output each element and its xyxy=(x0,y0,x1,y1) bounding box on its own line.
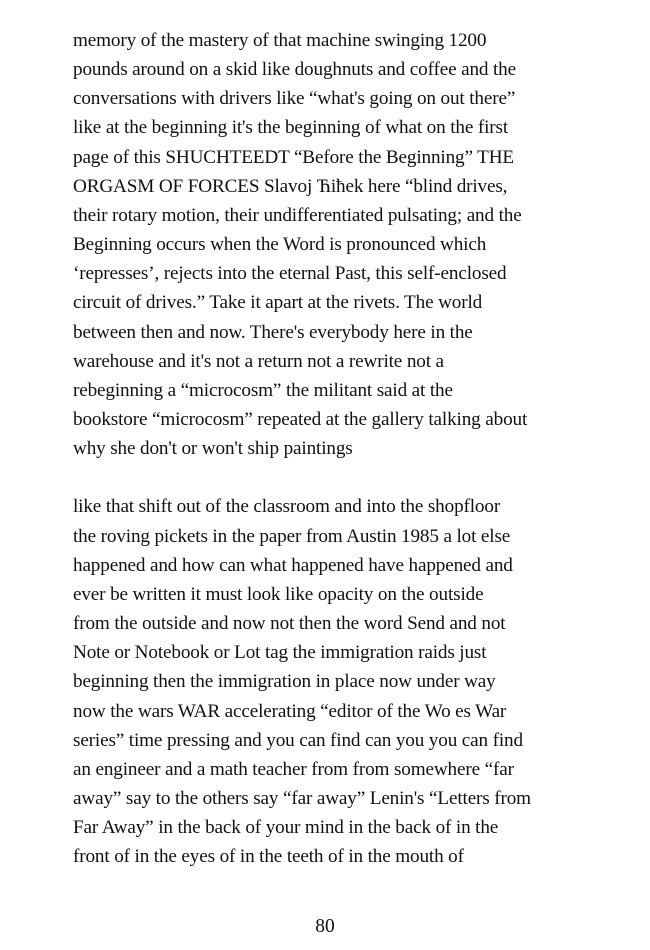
text-line: page of this SHUCHTEEDT “Before the Beginning” THE xyxy=(73,146,515,168)
text-line: now the wars WAR accelerating “editor of the Wo es War xyxy=(73,700,507,722)
text-line: between then and now. There's everybody here in the xyxy=(73,321,473,343)
text-line: the roving pickets in the paper from Austin 1985 a lot else xyxy=(73,525,511,547)
text-line: ‘represses’, rejects into the eternal Past, this self-enclosed xyxy=(73,263,507,285)
text-line: their rotary motion, their undifferentiated pulsating; and the xyxy=(73,204,522,226)
text-line: warehouse and it's not a return not a rewrite not a xyxy=(73,350,444,372)
text-line: conversations with drivers like “what's going on out there” xyxy=(73,88,516,110)
text-line: an engineer and a math teacher from from somewhere “far xyxy=(73,758,514,780)
text-line: beginning then the immigration in place now under way xyxy=(73,671,496,693)
paragraph-2 xyxy=(73,492,593,871)
text-line: like at the beginning it's the beginning of what on the first xyxy=(73,117,509,139)
text-line: ORGASM OF FORCES Slavoj Ћiћek here “blind drives, xyxy=(73,175,508,197)
text-line: circuit of drives.” Take it apart at the rivets. The world xyxy=(73,292,483,314)
text-line: why she don't or won't ship paintings xyxy=(73,438,353,460)
text-line: happened and how can what happened have happened and xyxy=(73,554,513,576)
text-line: pounds around on a skid like doughnuts and coffee and the xyxy=(73,59,516,81)
text-line: like that shift out of the classroom and into the shopfloor xyxy=(73,496,501,518)
text-line: ever be written it must look like opacity on the outside xyxy=(73,583,484,605)
text-line: bookstore “microcosm” repeated at the gallery talking about xyxy=(73,409,528,431)
text-line: Far Away” in the back of your mind in the back of in the xyxy=(73,817,499,839)
text-line: Beginning occurs when the Word is pronounced which xyxy=(73,234,487,256)
text-line: rebeginning a “microcosm” the militant said at the xyxy=(73,379,453,401)
text-line: series” time pressing and you can find can you you can find xyxy=(73,729,523,751)
text-line: Note or Notebook or Lot tag the immigration raids just xyxy=(73,642,487,664)
text-line: memory of the mastery of that machine swinging 1200 xyxy=(73,30,487,51)
page-body xyxy=(73,26,593,872)
page-number: 80 xyxy=(315,916,335,937)
paragraph-1 xyxy=(73,26,593,463)
text-line: from the outside and now not then the word Send and not xyxy=(73,613,506,635)
text-line: front of in the eyes of in the teeth of in the mouth of xyxy=(73,846,464,868)
text-line: away” say to the others say “far away” Lenin's “Letters from xyxy=(73,788,531,810)
